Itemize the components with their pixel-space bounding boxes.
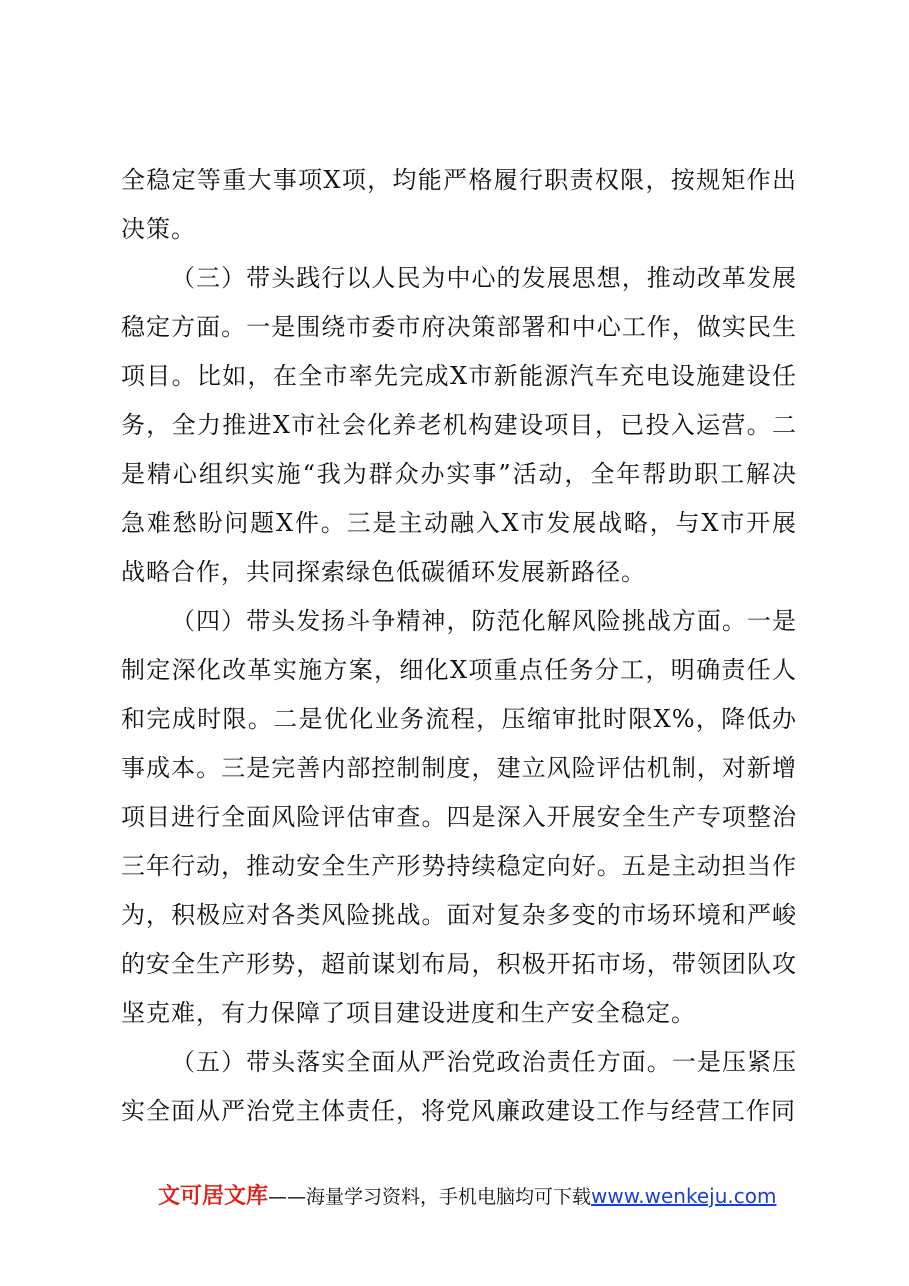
- footer-tagline: ——海量学习资料，手机电脑均可下载: [268, 1186, 592, 1208]
- paragraph-section-three: （三）带头践行以人民为中心的发展思想，推动改革发展稳定方面。一是围绕市委市府决策部署和中心工作，做实民生项目。比如，在全市率先完成X市新能源汽车充电设施建设任务，全力推进X市社会化养老机构建设项目，已投入运营。二是精心组织实施“我为群众办实事”活动，全年帮助职工解决急难愁盼问题X件。三是主动融入X市发展战略，与X市开展战略合作，共同探索绿色低碳循环发展新路径。: [121, 264, 797, 586]
- footer-banner: [158, 1180, 778, 1212]
- document-body: [121, 156, 797, 1136]
- paragraph-section-five: （五）带头落实全面从严治党政治责任方面。一是压紧压实全面从严治党主体责任，将党风廉政建设工作与经营工作同: [121, 1048, 797, 1125]
- paragraph-continued: 全稳定等重大事项X项，均能严格履行职责权限，按规矩作出决策。: [121, 166, 797, 243]
- footer-brand-name: 文可居文库: [158, 1184, 269, 1209]
- footer-website-link[interactable]: www.wenkeju.com: [591, 1184, 777, 1208]
- paragraph-section-four: （四）带头发扬斗争精神，防范化解风险挑战方面。一是制定深化改革实施方案，细化X项重点任务分工，明确责任人和完成时限。二是优化业务流程，压缩审批时限X%，降低办事成本。三是完善内部控制制度，建立风险评估机制，对新增项目进行全面风险评估审查。四是深入开展安全生产专项整治三年行动，推动安全生产形势持续稳定向好。五是主动担当作为，积极应对各类风险挑战。面对复杂多变的市场环境和严峻的安全生产形势，超前谋划布局，积极开拓市场，带领团队攻坚克难，有力保障了项目建设进度和生产安全稳定。: [121, 607, 797, 1027]
